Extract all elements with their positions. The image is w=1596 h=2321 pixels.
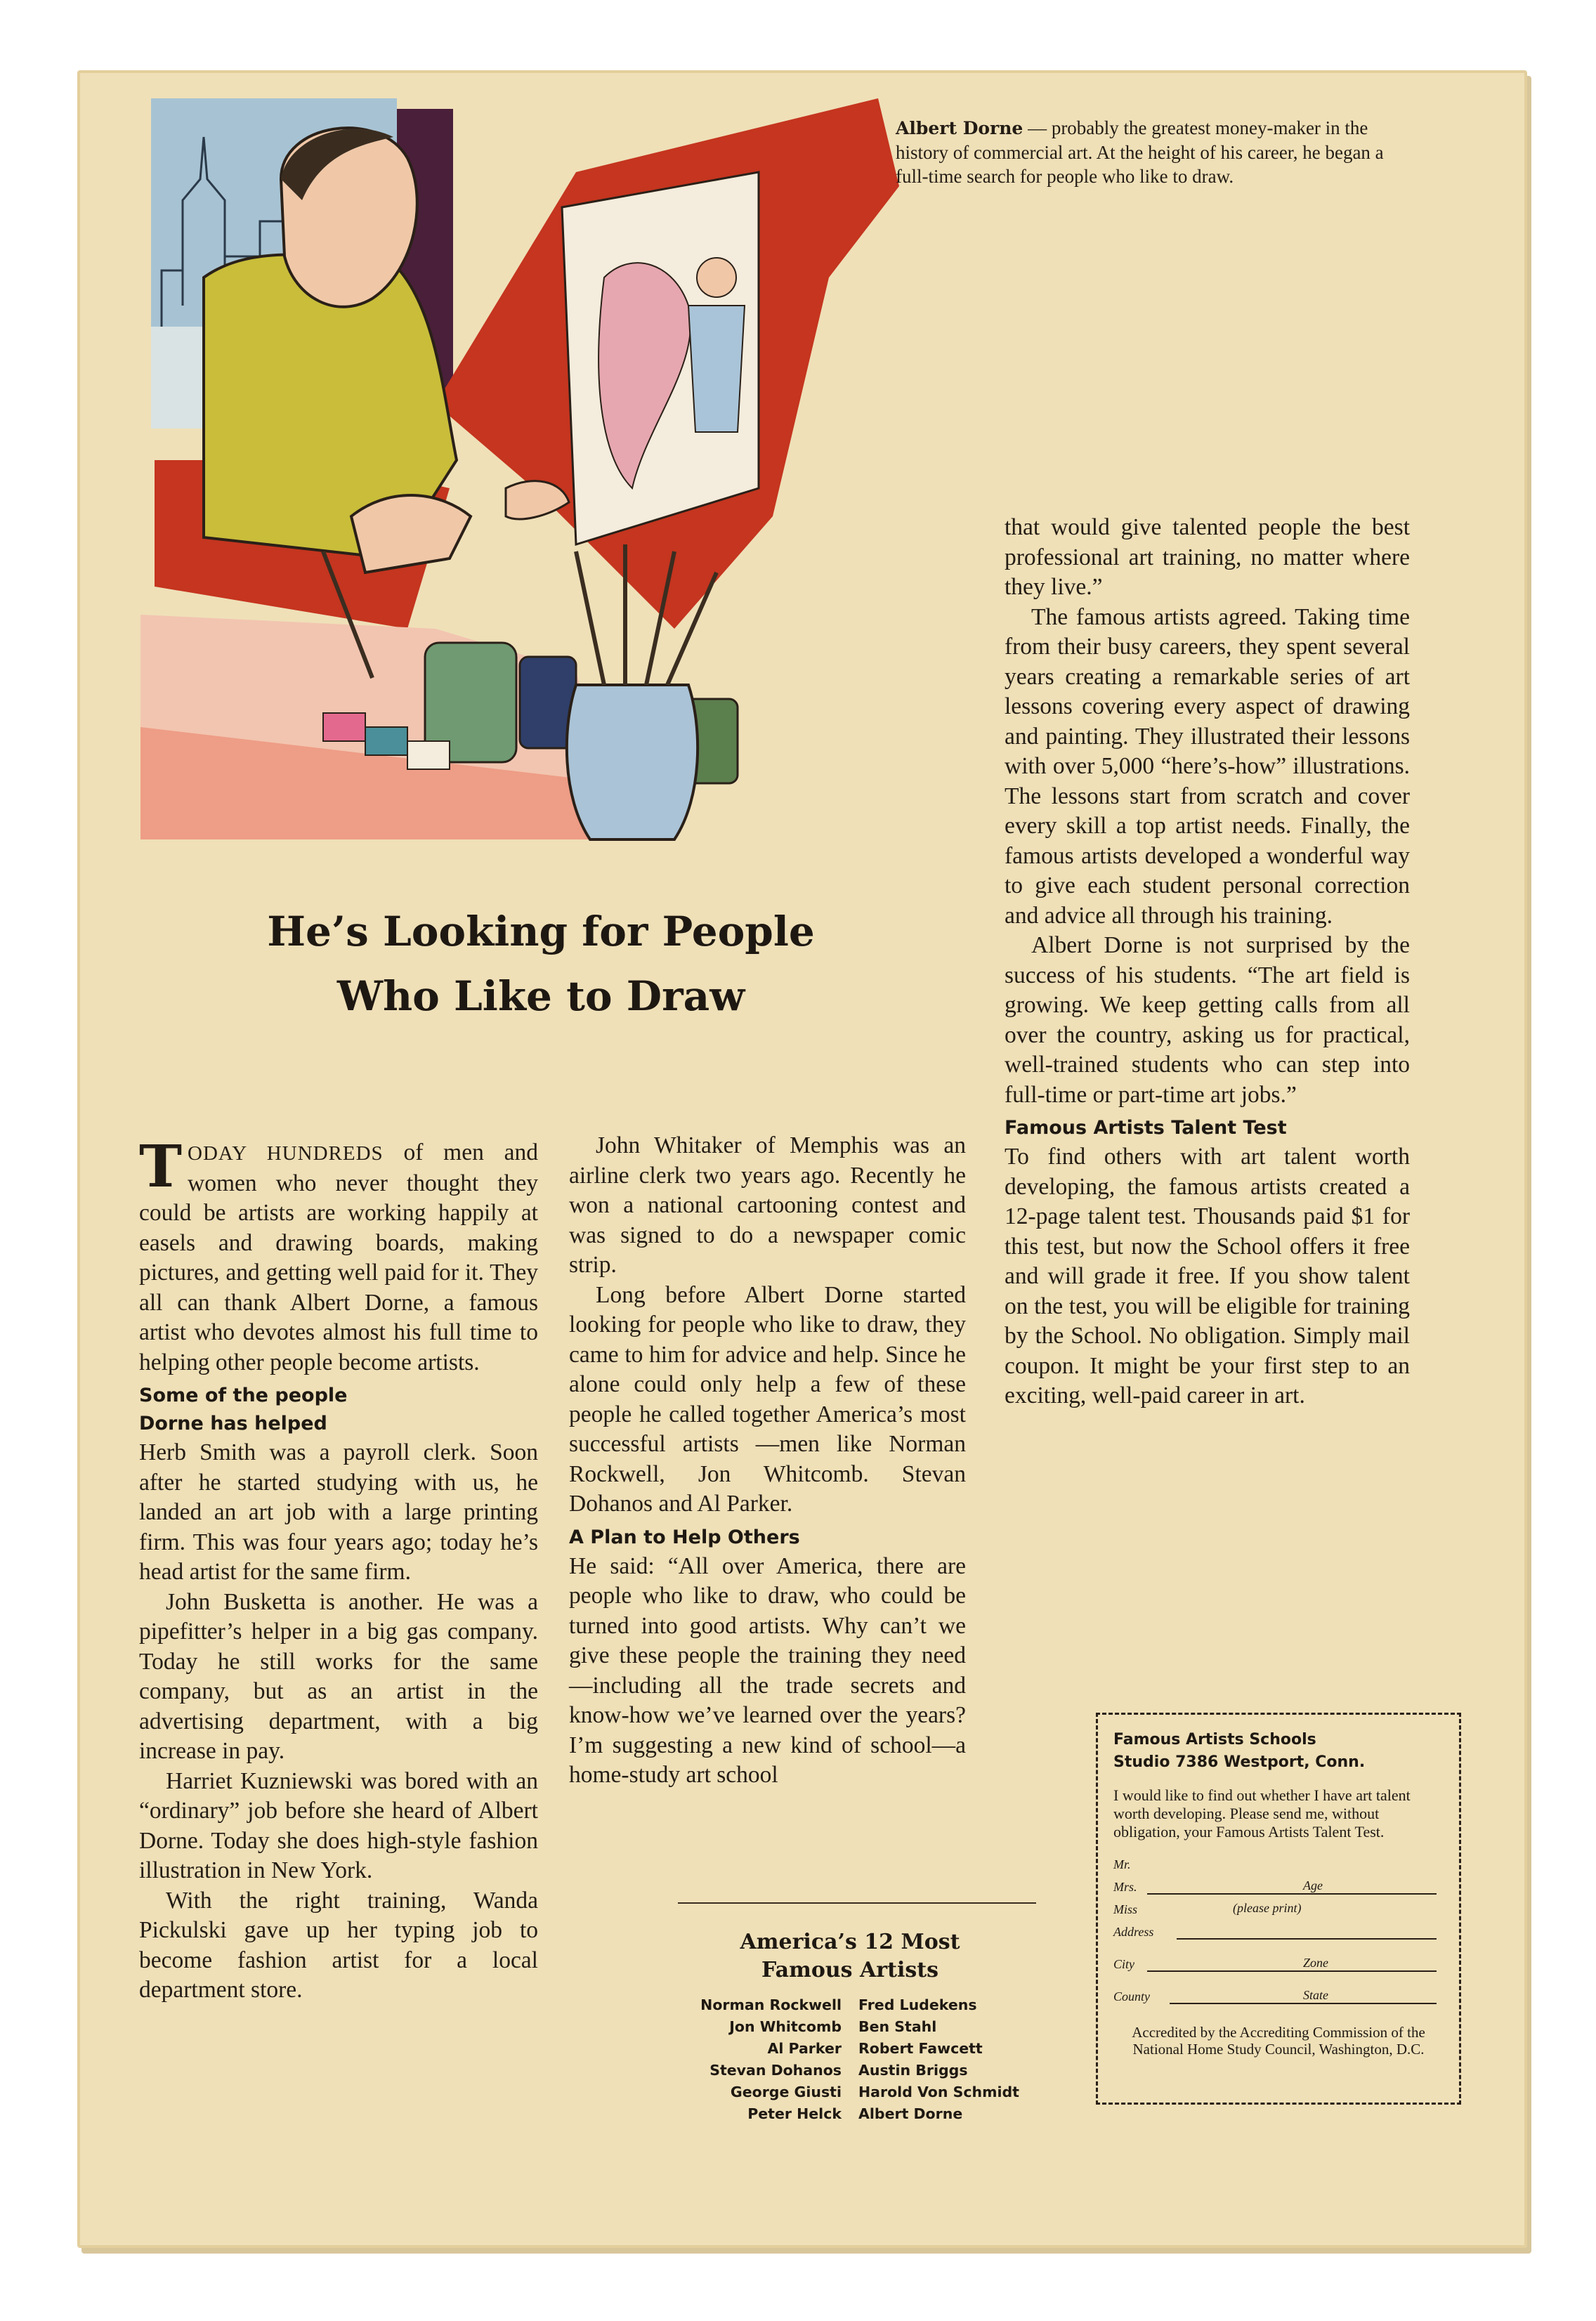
field-line: [1170, 2003, 1437, 2004]
paragraph-continued: that would give talented people the best professional art training, no matter where they live.”: [1005, 514, 1410, 600]
headline-line-1: He’s Looking for People: [267, 908, 815, 955]
famous-title-line-2: Famous Artists: [761, 1958, 938, 1982]
coupon-school-name: Famous Artists Schools: [1113, 1731, 1316, 1748]
field-line: [1147, 1970, 1437, 1972]
coupon-field-mrs-age[interactable]: [1113, 1876, 1444, 1899]
coupon-field-mr[interactable]: [1113, 1854, 1444, 1876]
label-mr: Mr.: [1113, 1857, 1131, 1871]
coupon-field-address[interactable]: [1113, 1921, 1444, 1944]
label-miss: Miss: [1113, 1902, 1138, 1916]
subhead-plan: A Plan to Help Others: [569, 1526, 800, 1548]
article-column-1: [139, 1133, 538, 2006]
caption-name: Albert Dorne: [896, 118, 1023, 138]
coupon-field-county-state[interactable]: [1113, 1986, 1444, 2008]
famous-artists-title: [639, 1928, 1061, 1985]
artist-name: Jon Whitcomb: [729, 2018, 842, 2035]
paragraph-not-surprised: Albert Dorne is not surprised by the success of his students. “The art field is growing. We keep getting calls from all over the country, asking us for practical, well-trained students who can step into full-time or part-time art jobs.”: [1005, 932, 1410, 1108]
small-caps-lead: ODAY HUNDREDS: [188, 1142, 384, 1165]
paragraph-talent-test: To find others with art talent worth developing, the famous artists created a 12-page talent test. Thousands paid $1 for this test, but now the School offers it free and will grade it free. If you show talent on the test, you will be eligible for training by the School. No obligation. Simply mail coupon. It might be your first step to an exciting, well-paid career in art.: [1005, 1144, 1410, 1408]
illustration-caption: [896, 116, 1415, 188]
label-state: State: [1303, 1988, 1328, 2002]
subhead-line-2: Dorne has helped: [139, 1413, 327, 1434]
subhead-people-helped: [139, 1382, 538, 1438]
famous-artists-list: [639, 1994, 1061, 2125]
paragraph-long-before: Long before Albert Dorne started looking for people who like to draw, they came to him for advice and help. Since he alone could only help a few of these people he called together America’s most successful artists —men like Norman Rockwell, Jon Whitcomb. Stevan Dohanos and Al Parker.: [569, 1281, 966, 1517]
paragraph-john-whitaker: John Whitaker of Memphis was an airline clerk two years ago. Recently he won a national cartooning contest and was signed to do a newspaper comic strip.: [569, 1132, 966, 1278]
subhead-line-1: Some of the people: [139, 1385, 348, 1406]
headline: [137, 899, 945, 1028]
coupon-request-text: I would like to find out whether I have art talent worth developing. Please send me, without obligation, your Famous Artists Talent Test.: [1113, 1786, 1411, 1841]
divider-rule: [678, 1902, 1036, 1904]
paragraph-he-said: He said: “All over America, there are people who like to draw, who could be turned into good artists. Why can’t we give these people the training they need—including all the trade secrets and know-how we’ve learned over the years? I’m suggesting a new kind of school—a home-study art school: [569, 1552, 966, 1788]
article-column-3: [1005, 513, 1410, 1411]
label-mrs: Mrs.: [1113, 1880, 1137, 1894]
artist-name: Harold Von Schmidt: [858, 2084, 1019, 2100]
paragraph-john-busketta: John Busketta is another. He was a pipefitter’s helper in a big gas company. Today he still works for the same company, but as an artist in the advertising department, with a big increase in pay.: [139, 1588, 538, 1764]
label-city: City: [1113, 1957, 1134, 1971]
paragraph-wanda-pickulski: With the right training, Wanda Pickulski gave up her typing job to become fashion artist for a local department store.: [139, 1887, 538, 2003]
coupon-accreditation: Accredited by the Accrediting Commission of the National Home Study Council, Washington, D.C.: [1132, 2024, 1425, 2058]
subhead-talent-test: Famous Artists Talent Test: [1005, 1117, 1287, 1139]
artist-name: Robert Fawcett: [858, 2040, 983, 2057]
drop-cap: T: [139, 1133, 183, 1201]
paragraph-herb-smith: Herb Smith was a payroll clerk. Soon after he started studying with us, he landed an art job with a large printing firm. This was four years ago; today he’s head artist for the same firm.: [139, 1439, 538, 1585]
field-line: [1147, 1893, 1437, 1895]
paragraph-intro: [139, 1133, 538, 1378]
artist-name: Ben Stahl: [858, 2018, 937, 2035]
coupon-field-city-zone[interactable]: [1113, 1954, 1444, 1976]
illustration-artist-at-easel: [140, 95, 934, 920]
artist-name: George Giusti: [730, 2084, 842, 2100]
artist-name: Stevan Dohanos: [709, 2062, 842, 2079]
coupon-form-fields: [1113, 1854, 1444, 2008]
famous-title-line-1: America’s 12 Most: [740, 1930, 960, 1954]
artist-name: Austin Briggs: [858, 2062, 968, 2079]
famous-artists-box: [639, 1928, 1061, 2125]
label-age: Age: [1303, 1878, 1323, 1892]
headline-line-2: Who Like to Draw: [336, 972, 745, 1020]
artist-name: Norman Rockwell: [700, 1996, 842, 2013]
field-line: [1177, 1938, 1437, 1940]
artist-name: Albert Dorne: [858, 2105, 963, 2122]
artist-name: Fred Ludekens: [858, 1996, 977, 2013]
intro-text: of men and women who never thought they could be artists are working happily at easels and drawing boards, making pictures, and getting well paid for it. They all can thank Albert Dorne, a famous artist who devotes almost his full time to helping other people become artists.: [139, 1139, 538, 1375]
label-county: County: [1113, 1989, 1150, 2003]
label-zone: Zone: [1303, 1956, 1328, 1970]
paragraph-artists-agreed: The famous artists agreed. Taking time from their busy careers, they spent several years creating a remarkable series of art lessons covering every aspect of drawing and painting. They illustrated their lessons with over 5,000 “here’s-how” illustrations. The lessons start from scratch and cover every skill a top artist needs. Finally, the famous artists developed a wonderful way to give each student personal correction and advice all through his training.: [1005, 603, 1410, 929]
caption-text: — probably the greatest money-maker in the history of commercial art. At the height of his career, he began a full-time search for people who like to draw.: [896, 117, 1384, 187]
mail-coupon[interactable]: [1096, 1713, 1461, 2105]
article-column-2: [569, 1131, 966, 1791]
coupon-field-miss[interactable]: [1113, 1899, 1444, 1921]
label-address: Address: [1113, 1925, 1154, 1939]
coupon-studio-address: Studio 7386 Westport, Conn.: [1113, 1753, 1366, 1771]
artist-name: Peter Helck: [747, 2105, 842, 2122]
artist-name: Al Parker: [767, 2040, 842, 2057]
label-please-print: (please print): [1233, 1901, 1302, 1915]
paragraph-harriet-kuzniewski: Harriet Kuzniewski was bored with an “ordinary” job before she heard of Albert Dorne. Today she does high-style fashion illustration in New York.: [139, 1767, 538, 1883]
